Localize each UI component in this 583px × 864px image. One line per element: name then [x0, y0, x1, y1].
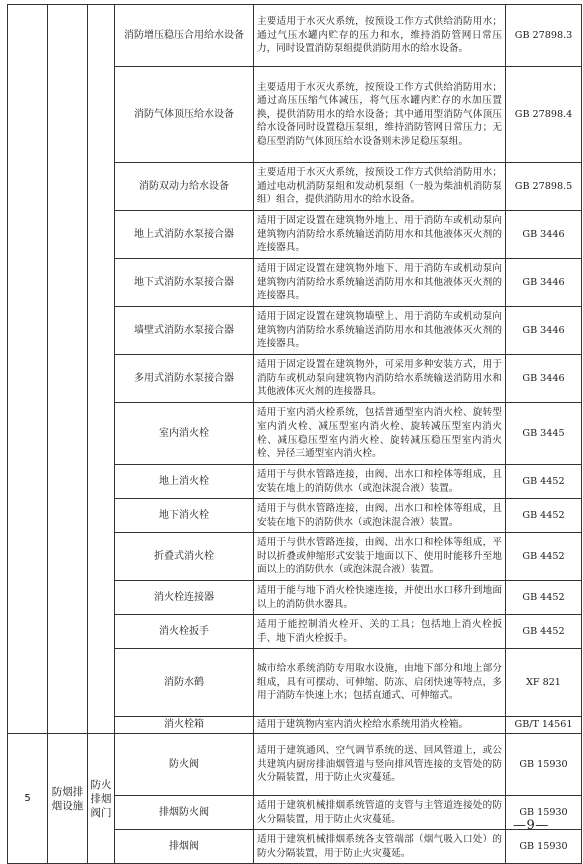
- product-name: 墙壁式消防水泵接合器: [115, 307, 254, 355]
- table-row: [8, 734, 582, 796]
- standard-code: GB 15930: [506, 796, 582, 830]
- product-name: 地下式消防水泵接合器: [115, 259, 254, 307]
- product-description: 适用于建筑机械排烟系统管道的支管与主管道连接处的防火分隔装置，用于防止火灾蔓延。: [254, 796, 506, 830]
- section-number: 5: [8, 734, 48, 864]
- product-name: 消火栓扳手: [115, 615, 254, 649]
- number-cell-empty: [8, 5, 48, 734]
- product-description: 适用于建筑机械排烟系统各支管端部（烟气吸入口处）的防火分隔装置，用于防止火灾蔓延。: [254, 830, 506, 864]
- table-row: [8, 5, 582, 67]
- standard-code: GB 15930: [506, 830, 582, 864]
- product-description: 主要适用于水灭火系统，按预设工作方式供给消防用水；通过电动机消防泵组和发动机泵组（一般为柴油机消防泵组）组合，提供消防用水的给水设备。: [254, 163, 506, 211]
- product-description: 适用于固定设置在建筑物外地上、用于消防车或机动泵向建筑物内消防给水系统输送消防用水和其他液体灭火剂的连接器具。: [254, 211, 506, 259]
- product-description: 主要适用于水灭火系统，按预设工作方式供给消防用水；通过气压水罐内贮存的压力和水，维持消防管网日常压力，同时设置消防泵组提供消防用水的给水设备。: [254, 5, 506, 67]
- product-name: 消火栓箱: [115, 717, 254, 734]
- product-description: 适用于能与地下消火栓快速连接，并使出水口移升到地面以上的消防供水器具。: [254, 581, 506, 615]
- product-description: 适用于能控制消火栓开、关的工具；包括地上消火栓扳手、地下消火栓扳手。: [254, 615, 506, 649]
- product-description: 适用于室内消火栓系统，包括普通型室内消火栓、旋转型室内消火栓、减压型室内消火栓、旋转减压型室内消火栓、减压稳压型室内消火栓、旋转减压稳压型室内消火栓、异径三通型室内消火栓。: [254, 403, 506, 465]
- product-description: 适用于建筑物内室内消火栓给水系统用消火栓箱。: [254, 717, 506, 734]
- product-name: 多用式消防水泵接合器: [115, 355, 254, 403]
- section-subcategory: 防火排烟阀门: [88, 734, 115, 864]
- product-name: 消防增压稳压合用给水设备: [115, 5, 254, 67]
- standard-code: GB 27898.4: [506, 67, 582, 163]
- standard-code: GB 3446: [506, 211, 582, 259]
- standard-code: GB 3446: [506, 355, 582, 403]
- product-name: 室内消火栓: [115, 403, 254, 465]
- product-description: 适用于固定设置在建筑物外地下、用于消防车或机动泵向建筑物内消防给水系统输送消防用水和其他液体灭火剂的连接器具。: [254, 259, 506, 307]
- product-description: 城市给水系统消防专用取水设施，由地下部分和地上部分组成，具有可摆动、可伸缩、防冻、启闭快速等特点，多用于消防车快速上水；包括直通式、可伸缩式。: [254, 649, 506, 717]
- product-name: 消防水鹤: [115, 649, 254, 717]
- product-description: 适用于与供水管路连接，由阀、出水口和栓体等组成，且安装在地上的消防供水（或泡沫混合液）装置。: [254, 465, 506, 499]
- product-name: 排烟阀: [115, 830, 254, 864]
- product-name: 地上式消防水泵接合器: [115, 211, 254, 259]
- standard-code: GB 27898.3: [506, 5, 582, 67]
- product-name: 防火阀: [115, 734, 254, 796]
- standard-code: GB 15930: [506, 734, 582, 796]
- product-description: 适用于建筑通风、空气调节系统的送、回风管道上，或公共建筑内厨房排油烟管道与竖向排风管连接的支管处的防火分隔装置，用于防止火灾蔓延。: [254, 734, 506, 796]
- product-name: 消火栓连接器: [115, 581, 254, 615]
- product-description: 适用于固定设置在建筑物墙壁上、用于消防车或机动泵向建筑物内消防给水系统输送消防用水和其他液体灭火剂的连接器具。: [254, 307, 506, 355]
- standard-code: GB 4452: [506, 581, 582, 615]
- product-description: 适用于固定设置在建筑物外，可采用多种安装方式，用于消防车或机动泵向建筑物内消防给水系统输送消防用水和其他液体灭火剂的连接器具。: [254, 355, 506, 403]
- standard-code: GB 3446: [506, 259, 582, 307]
- product-description: 适用于与供水管路连接，由阀、出水口和栓体等组成，平时以折叠或伸缩形式安装于地面以下、使用时能移升至地面以上的消防供水（或泡沫混合液）装置。: [254, 533, 506, 581]
- page-number: —9—: [513, 818, 549, 833]
- product-description: 适用于与供水管路连接，由阀、出水口和栓体等组成，且安装在地下的消防供水（或泡沫混合液）装置。: [254, 499, 506, 533]
- standard-code: GB 4452: [506, 499, 582, 533]
- product-standards-table: [7, 4, 582, 864]
- section-category: 防烟排烟设施: [48, 734, 88, 864]
- standard-code: GB 3446: [506, 307, 582, 355]
- standard-code: GB 4452: [506, 533, 582, 581]
- product-name: 消防气体顶压给水设备: [115, 67, 254, 163]
- product-description: 主要适用于水灭火系统，按预设工作方式供给消防用水；通过高压压缩气体减压，将气压水罐内贮存的水加压置换，提供消防用水的给水设备；其中通用型消防气体顶压给水设备同时设置稳压泵组，维持消防管网日常压力；无稳压型消防气体顶压给水设备则未涉足稳压泵组。: [254, 67, 506, 163]
- standard-code: GB 4452: [506, 615, 582, 649]
- product-name: 折叠式消火栓: [115, 533, 254, 581]
- product-name: 排烟防火阀: [115, 796, 254, 830]
- category-cell-empty: [48, 5, 88, 734]
- standard-code: GB 27898.5: [506, 163, 582, 211]
- standard-code: GB 4452: [506, 465, 582, 499]
- product-name: 地上消火栓: [115, 465, 254, 499]
- subcategory-cell-empty: [88, 5, 115, 734]
- product-name: 地下消火栓: [115, 499, 254, 533]
- product-name: 消防双动力给水设备: [115, 163, 254, 211]
- standard-code: GB 3445: [506, 403, 582, 465]
- standard-code: GB/T 14561: [506, 717, 582, 734]
- standard-code: XF 821: [506, 649, 582, 717]
